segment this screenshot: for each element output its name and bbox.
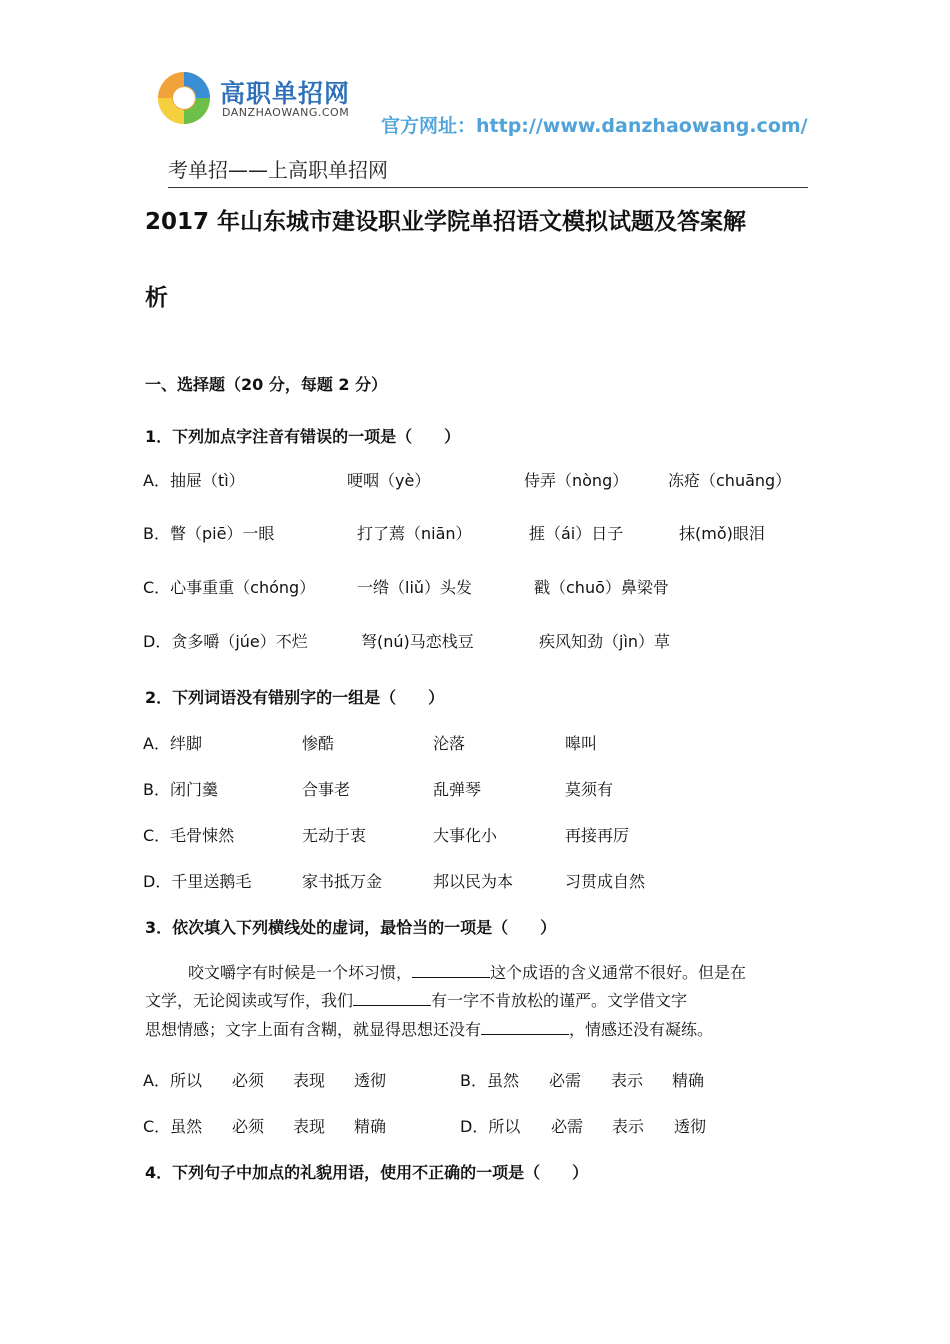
q3-c-1: C．虽然 — [143, 1117, 203, 1136]
q3-b-2: 必需 — [549, 1071, 582, 1090]
q2-b-3: 乱弹琴 — [433, 780, 482, 799]
q1-d-1: D．贪多嚼（júe）不烂 — [143, 632, 308, 651]
question-1-stem: 1．下列加点字注音有错误的一项是（ ） — [145, 427, 461, 446]
q2-b-4: 莫须有 — [565, 780, 614, 799]
q3-passage-line-2 — [145, 988, 687, 1011]
q2-d-3: 邦以民为本 — [433, 872, 514, 891]
q3-text: ，情感还没有凝练。 — [569, 1020, 714, 1039]
q3-text: 思想情感；文字上面有含糊，就显得思想还没有 — [145, 1020, 482, 1039]
site-url-link[interactable]: 官方网址：http://www.danzhaowang.com/ — [381, 115, 808, 137]
q1-b-4: 抹(mǒ)眼泪 — [679, 524, 765, 543]
q2-d-1: D．千里送鹅毛 — [143, 872, 252, 891]
q2-a-3: 沦落 — [433, 734, 466, 753]
q3-c-3: 表现 — [293, 1117, 326, 1136]
q2-d-2: 家书抵万金 — [302, 872, 383, 891]
q3-text: 文学，无论阅读或写作，我们 — [145, 991, 354, 1010]
logo-subtext: DANZHAOWANG.COM — [222, 106, 350, 119]
page-title-continued: 析 — [145, 285, 168, 311]
q3-c-2: 必须 — [232, 1117, 265, 1136]
q1-a-2: 哽咽（yè） — [347, 471, 431, 490]
logo-text: 高职单招网 — [220, 79, 351, 108]
q3-passage-line-1 — [188, 960, 746, 983]
fill-blank — [353, 991, 431, 1006]
question-4-stem: 4．下列句子中加点的礼貌用语，使用不正确的一项是（ ） — [145, 1163, 589, 1182]
header-divider — [168, 187, 808, 188]
q1-b-2: 打了蔫（niān） — [357, 524, 472, 543]
fill-blank — [481, 1020, 569, 1035]
q1-d-2: 弩(nú)马恋栈豆 — [361, 632, 474, 651]
question-3-stem: 3．依次填入下列横线处的虚词，最恰当的一项是（ ） — [145, 918, 557, 937]
q3-text: 有一字不肯放松的谨严。文学借文字 — [431, 991, 688, 1010]
q1-a-3: 侍弄（nòng） — [524, 471, 629, 490]
header-slogan: 考单招——上高职单招网 — [168, 158, 388, 182]
q2-b-2: 合事老 — [302, 780, 351, 799]
q1-a-1: A．抽屉（tì） — [143, 471, 245, 490]
q3-d-4: 透彻 — [674, 1117, 707, 1136]
q3-passage-line-3 — [145, 1017, 713, 1040]
q2-b-1: B．闭门羹 — [143, 780, 218, 799]
q1-c-2: 一绺（liǔ）头发 — [357, 578, 473, 597]
q3-d-1: D．所以 — [460, 1117, 521, 1136]
q3-d-2: 必需 — [551, 1117, 584, 1136]
q3-text: 这个成语的含义通常不很好。但是在 — [490, 963, 747, 982]
q3-a-3: 表现 — [293, 1071, 326, 1090]
question-2-stem: 2．下列词语没有错别字的一组是（ ） — [145, 688, 445, 707]
q3-b-4: 精确 — [672, 1071, 705, 1090]
q1-a-4: 冻疮（chuāng） — [668, 471, 792, 490]
q1-c-1: C．心事重重（chóng） — [143, 578, 316, 597]
page-title: 2017 年山东城市建设职业学院单招语文模拟试题及答案解 — [145, 209, 747, 235]
q3-c-4: 精确 — [354, 1117, 387, 1136]
q3-d-3: 表示 — [612, 1117, 645, 1136]
q2-c-1: C．毛骨悚然 — [143, 826, 235, 845]
q2-a-4: 嗥叫 — [565, 734, 598, 753]
q2-c-2: 无动于衷 — [302, 826, 367, 845]
q2-a-1: A．绊脚 — [143, 734, 202, 753]
q3-a-4: 透彻 — [354, 1071, 387, 1090]
q3-text: 咬文嚼字有时候是一个坏习惯， — [188, 963, 413, 982]
q1-c-3: 戳（chuō）鼻梁骨 — [534, 578, 669, 597]
q3-b-1: B．虽然 — [460, 1071, 519, 1090]
q3-b-3: 表示 — [611, 1071, 644, 1090]
q2-d-4: 习贯成自然 — [565, 872, 646, 891]
q1-b-3: 捱（ái）日子 — [529, 524, 624, 543]
q2-c-4: 再接再厉 — [565, 826, 630, 845]
section-heading: 一、选择题（20 分，每题 2 分） — [145, 375, 388, 394]
logo-icon — [156, 70, 212, 126]
q1-b-1: B．瞥（piē）一眼 — [143, 524, 275, 543]
q2-c-3: 大事化小 — [433, 826, 498, 845]
q1-d-3: 疾风知劲（jìn）草 — [539, 632, 671, 651]
q2-a-2: 惨酷 — [302, 734, 335, 753]
q3-a-1: A．所以 — [143, 1071, 202, 1090]
fill-blank — [412, 963, 490, 978]
q3-a-2: 必须 — [232, 1071, 265, 1090]
